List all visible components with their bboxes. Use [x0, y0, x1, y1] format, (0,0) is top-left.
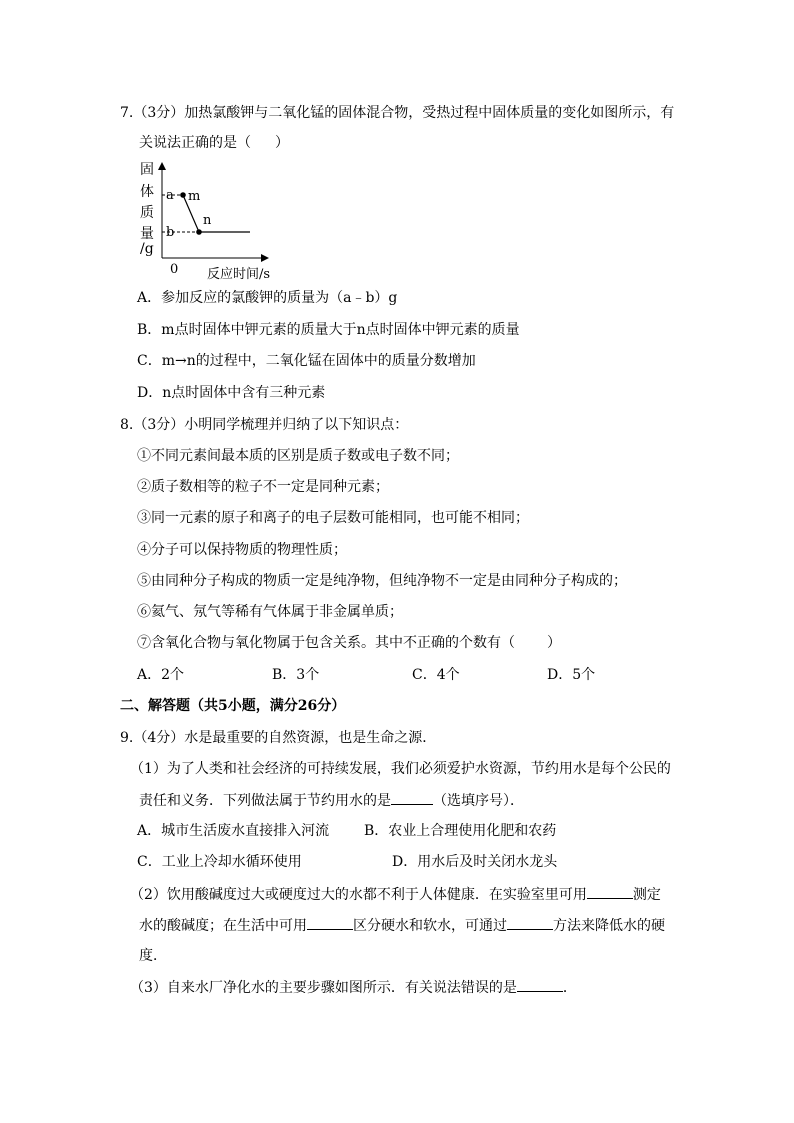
q9-part2-line3: 度． — [139, 948, 167, 964]
q9-part3-blank — [517, 977, 563, 992]
q9-part3-line — [130, 977, 577, 998]
q9-option-a: A．城市生活废水直接排入河流 — [137, 823, 330, 839]
graph-ylabel-5: /g — [140, 241, 154, 257]
q9-part2-line2 — [139, 915, 665, 936]
tick-a-label: a — [166, 188, 174, 203]
q7-stem-line1: 7.（3分）加热氯酸钾与二氧化锰的固体混合物，受热过程中固体质量的变化如图所示，有 — [120, 105, 675, 121]
q9-part1-line1: （1）为了人类和社会经济的可持续发展，我们必须爱护水资源，节约用水是每个公民的 — [130, 761, 671, 777]
origin-label: 0 — [170, 262, 179, 277]
q7-option-c: C．m→n的过程中，二氧化锰在固体中的质量分数增加 — [137, 353, 476, 369]
q9-part2-line1 — [130, 884, 661, 905]
q9-part3-text: （3）自来水厂净化水的主要步骤如图所示．有关说法错误的是 — [130, 980, 517, 996]
q9-option-c: C．工业上冷却水循环使用 — [137, 854, 302, 870]
q9-part1-blank — [391, 790, 433, 805]
point-n-dot — [196, 229, 202, 235]
q9-part1-text: 责任和义务．下列做法属于节约用水的是 — [139, 793, 391, 809]
point-m-dot — [180, 192, 186, 198]
q9-part2-text-b: 测定 — [632, 887, 661, 903]
q8-item-7-paren-close: ） — [547, 635, 561, 651]
q9-part2-text-a: （2）饮用酸碱度过大或硬度过大的水都不利于人体健康．在实验室里可用 — [130, 887, 587, 903]
q8-item-2: ②质子数相等的粒子不一定是同种元素； — [137, 479, 389, 495]
q7-stem-text: 关说法正确的是（ — [139, 135, 251, 151]
q9-part2-blank-3 — [507, 915, 553, 930]
q9-part2-text-c: 水的酸碱度；在生活中可用 — [139, 918, 307, 934]
q9-part2-blank-1 — [587, 884, 633, 899]
point-m-label: m — [188, 189, 201, 204]
q7-option-a: A．参加反应的氯酸钾的质量为（a﹣b）g — [137, 290, 398, 306]
q9-option-d: D．用水后及时关闭水龙头 — [392, 854, 558, 870]
q8-option-b: B．3个 — [272, 667, 320, 683]
q8-item-7 — [137, 633, 561, 653]
q8-stem: 8.（3分）小明同学梳理并归纳了以下知识点： — [120, 417, 409, 433]
q8-item-4: ④分子可以保持物质的物理性质； — [137, 542, 347, 558]
q7-stem-paren-close: ） — [275, 135, 289, 151]
q7-option-b: B．m点时固体中钾元素的质量大于n点时固体中钾元素的质量 — [137, 322, 520, 338]
q8-option-a: A．2个 — [137, 667, 185, 683]
q9-part1-suffix: （选填序号）． — [433, 793, 524, 809]
point-n-label: n — [203, 213, 212, 228]
q8-item-7-text: ⑦含氧化合物与氧化物属于包含关系。其中不正确的个数有（ — [137, 635, 515, 651]
q8-item-1: ①不同元素间最本质的区别是质子数或电子数不同； — [137, 448, 459, 464]
q9-part1-line2 — [139, 790, 524, 811]
q7-option-d: D．n点时固体中含有三种元素 — [137, 385, 326, 401]
q9-option-b: B．农业上合理使用化肥和农药 — [364, 823, 557, 839]
x-axis-label: 反应时间/s — [207, 267, 271, 280]
mass-time-graph — [135, 160, 285, 280]
q9-part2-text-e: 方法来降低水的硬 — [553, 918, 665, 934]
q9-part3-suffix: ． — [562, 980, 577, 996]
q8-item-3: ③同一元素的原子和离子的电子层数可能相同，也可能不相同； — [137, 510, 529, 526]
graph-ylabel-1: 固 — [140, 162, 154, 178]
section-2-title: 二、解答题（共5小题，满分26分） — [120, 698, 346, 714]
q8-option-c: C．4个 — [412, 667, 460, 683]
graph-ylabel-4: 量 — [140, 226, 154, 242]
q7-stem-line2 — [139, 133, 289, 153]
q9-part2-blank-2 — [307, 915, 353, 930]
q8-item-6: ⑥氦气、氖气等稀有气体属于非金属单质； — [137, 604, 403, 620]
q8-item-5: ⑤由同种分子构成的物质一定是纯净物，但纯净物不一定是由同种分子构成的； — [137, 573, 627, 589]
graph-ylabel-3: 质 — [140, 205, 154, 221]
graph-ylabel-2: 体 — [140, 184, 154, 200]
q9-stem: 9.（4分）水是最重要的自然资源，也是生命之源． — [120, 730, 437, 746]
q8-option-d: D．5个 — [547, 667, 596, 683]
tick-b-label: b — [166, 225, 175, 240]
q9-part2-text-d: 区分硬水和软水，可通过 — [353, 918, 507, 934]
